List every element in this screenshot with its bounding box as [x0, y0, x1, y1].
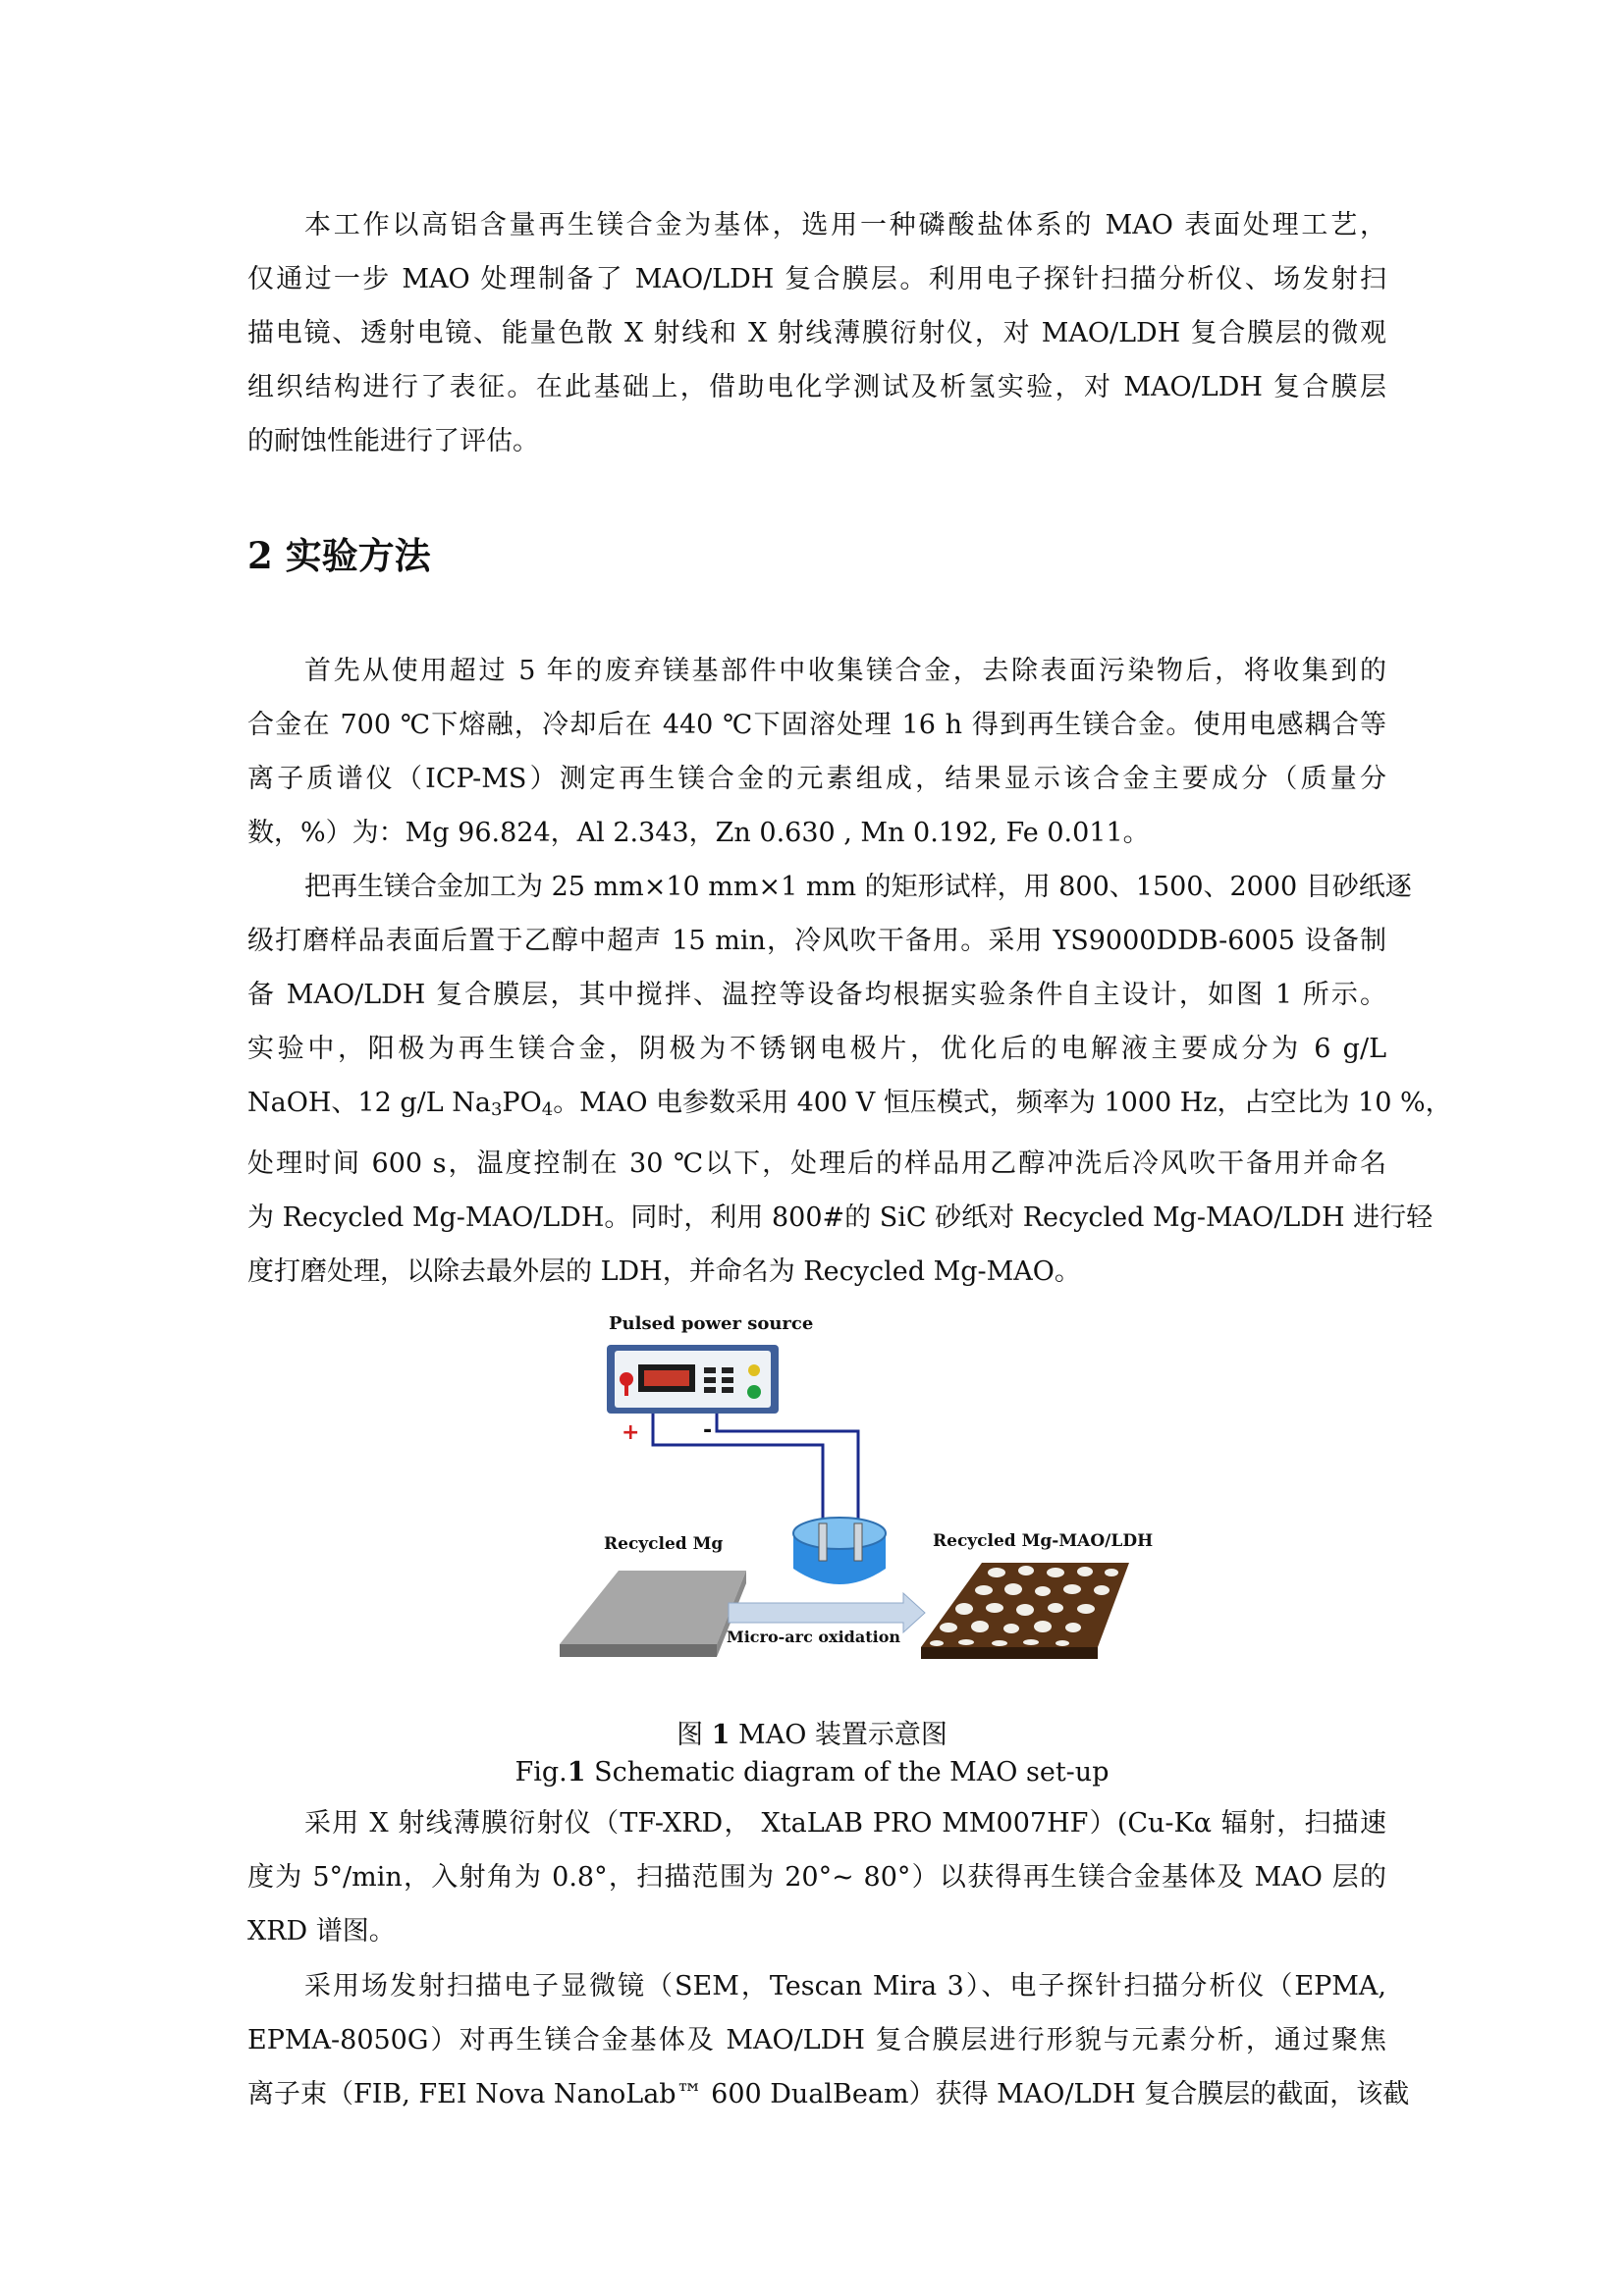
text-line: 合金在 700 ℃下熔融，冷却后在 440 ℃下固溶处理 16 h 得到再生镁合金。使用电感耦合等 [247, 710, 1386, 740]
section-title: 实验方法 [285, 534, 431, 577]
text-line: 数，%）为：Mg 96.824，Al 2.343，Zn 0.630 , Mn 0.192, Fe 0.011。 [247, 818, 1150, 848]
text-line: 描电镜、透射电镜、能量色散 X 射线和 X 射线薄膜衍射仪，对 MAO/LDH 复合膜层的微观 [247, 318, 1386, 348]
text-line: 离子束（FIB, FEI Nova NanoLab™ 600 DualBeam）获得 MAO/LDH 复合膜层的截面，该截 [247, 2079, 1410, 2109]
text-line: 本工作以高铝含量再生镁合金为基体，选用一种磷酸盐体系的 MAO 表面处理工艺， [304, 210, 1386, 240]
text-line: 为 Recycled Mg-MAO/LDH。同时，利用 800#的 SiC 砂纸对 Recycled Mg-MAO/LDH 进行轻 [247, 1202, 1434, 1233]
section-heading [247, 526, 431, 579]
cathode-wire [717, 1414, 858, 1531]
text-line: 采用 X 射线薄膜衍射仪（TF-XRD， XtaLAB PRO MM007HF）(Cu-Kα 辐射，扫描速 [304, 1808, 1386, 1839]
figure-caption-cn: 图 1 MAO 装置示意图 [677, 1720, 947, 1750]
recycled-mg-label: Recycled Mg [604, 1534, 724, 1554]
text-line: 仅通过一步 MAO 处理制备了 MAO/LDH 复合膜层。利用电子探针扫描分析仪、场发射扫 [247, 264, 1386, 294]
text-line-with-formula: NaOH、12 g/L $Na_3PO_4$。MAO 电参数采用 400 V 恒压模式，频率为 1000 Hz，占空比为 10 %， [247, 1088, 1452, 1120]
micro-arc-oxidation-label: Micro-arc oxidation [727, 1628, 900, 1646]
positive-terminal-label: + [622, 1420, 640, 1445]
intro-paragraph [247, 198, 1386, 468]
text-line: 度为 5°/min，入射角为 0.8°，扫描范围为 20°~ 80°）以获得再生镁合金基体及 MAO 层的 [247, 1862, 1386, 1893]
text-line: 的耐蚀性能进行了评估。 [247, 426, 539, 456]
coated-mg-plate [921, 1563, 1129, 1659]
section-number: 2 [247, 534, 273, 577]
text-line: 级打磨样品表面后置于乙醇中超声 15 min，冷风吹干备用。采用 YS9000DDB-6005 设备制 [247, 926, 1386, 956]
text-line: 离子质谱仪（ICP-MS）测定再生镁合金的元素组成，结果显示该合金主要成分（质量分 [247, 764, 1386, 794]
recycled-mg-plate [560, 1571, 746, 1657]
power-source-box [607, 1345, 779, 1414]
mao-setup-figure [560, 1306, 1168, 1679]
coated-mg-label: Recycled Mg-MAO/LDH [933, 1531, 1154, 1551]
text-line: 采用场发射扫描电子显微镜（SEM，Tescan Mira 3）、电子探针扫描分析仪（EPMA, [304, 1971, 1386, 2002]
power-source-label: Pulsed power source [609, 1313, 814, 1334]
text-line: 实验中，阳极为再生镁合金，阴极为不锈钢电极片，优化后的电解液主要成分为 6 g/L [247, 1034, 1386, 1064]
process-arrow [729, 1593, 925, 1632]
negative-terminal-label: - [703, 1418, 713, 1443]
text-line: 处理时间 600 s，温度控制在 30 ℃以下，处理后的样品用乙醇冲洗后冷风吹干备用并命名 [247, 1148, 1386, 1179]
method-paragraph-4 [247, 1959, 1410, 2121]
text-line: 备 MAO/LDH 复合膜层，其中搅拌、温控等设备均根据实验条件自主设计，如图 1 所示。 [247, 980, 1386, 1010]
method-paragraph-1 [247, 644, 1386, 860]
method-paragraph-2 [247, 860, 1452, 1299]
text-line: 首先从使用超过 5 年的废弃镁基部件中收集镁合金，去除表面污染物后，将收集到的 [304, 656, 1386, 686]
method-paragraph-3 [247, 1796, 1386, 1958]
text-line: EPMA-8050G）对再生镁合金基体及 MAO/LDH 复合膜层进行形貌与元素分析，通过聚焦 [247, 2025, 1386, 2056]
electrolyte-cell [793, 1518, 886, 1584]
mao-schematic [560, 1306, 1168, 1679]
text-line: XRD 谱图。 [247, 1916, 396, 1947]
text-line: 把再生镁合金加工为 25 mm×10 mm×1 mm 的矩形试样，用 800、1500、2000 目砂纸逐 [304, 872, 1412, 902]
text-line: 度打磨处理，以除去最外层的 LDH，并命名为 Recycled Mg-MAO。 [247, 1256, 1081, 1287]
figure-caption-en: Fig.1 Schematic diagram of the MAO set-up [514, 1757, 1110, 1788]
text-line: 组织结构进行了表征。在此基础上，借助电化学测试及析氢实验，对 MAO/LDH 复合膜层 [247, 372, 1386, 402]
